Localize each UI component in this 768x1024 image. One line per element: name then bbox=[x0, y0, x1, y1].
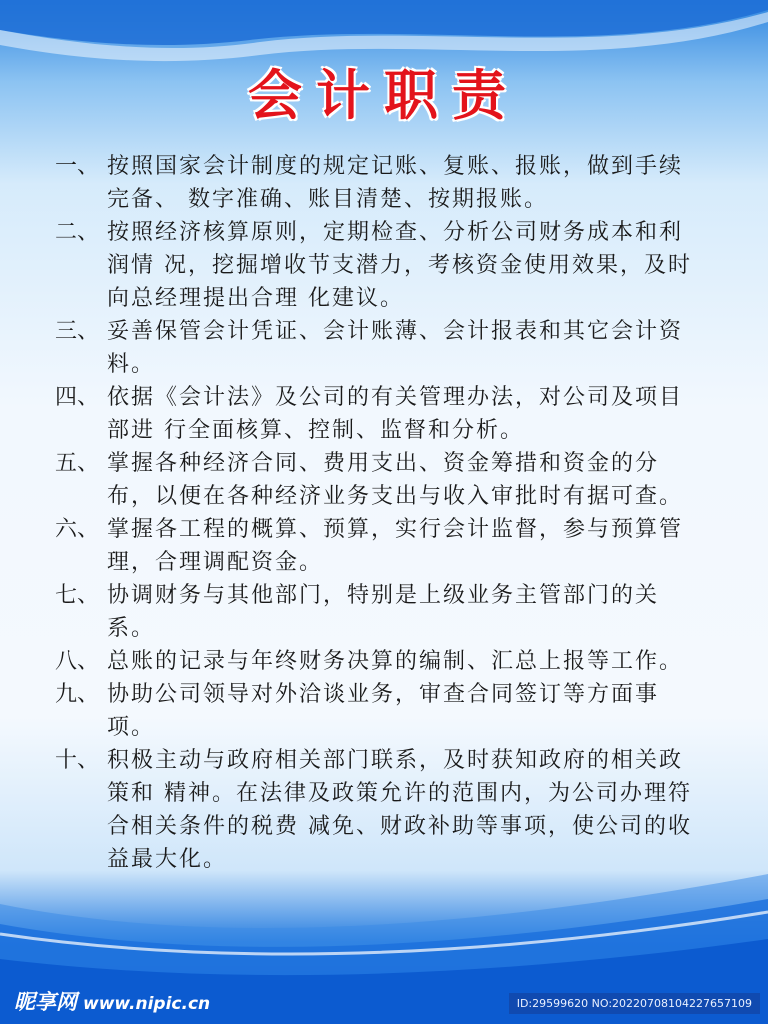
page-title: 会计职责 bbox=[248, 64, 520, 127]
duty-text bbox=[107, 381, 735, 447]
duty-line: 按照经济核算原则，定期检查、分析公司财务成本和利 bbox=[107, 220, 684, 245]
duty-number: 十、 bbox=[55, 748, 100, 773]
duty-item bbox=[55, 447, 735, 513]
duty-line: 协调财务与其他部门，特别是上级业务主管部门的关 bbox=[107, 583, 660, 608]
duty-item bbox=[55, 216, 735, 315]
duty-item bbox=[55, 315, 735, 381]
duty-line: 完备、 数字准确、账目清楚、按期报账。 bbox=[107, 187, 548, 212]
duty-number: 六、 bbox=[55, 517, 100, 542]
duty-item bbox=[55, 513, 735, 579]
duty-line: 向总经理提出合理 化建议。 bbox=[107, 286, 404, 311]
duty-text bbox=[107, 216, 735, 315]
duty-text bbox=[107, 678, 735, 744]
duty-text bbox=[107, 315, 735, 381]
duty-line: 系。 bbox=[107, 616, 156, 641]
duty-number: 八、 bbox=[55, 649, 100, 674]
duty-line: 按照国家会计制度的规定记账、复账、报账，做到手续 bbox=[107, 154, 684, 179]
duty-line: 策和 精神。在法律及政策允许的范围内，为公司办理符 bbox=[107, 781, 692, 806]
duty-number: 一、 bbox=[55, 154, 100, 179]
duty-line: 掌握各种经济合同、费用支出、资金筹措和资金的分 bbox=[107, 451, 660, 476]
duty-item bbox=[55, 645, 735, 678]
duty-line: 润情 况，挖掘增收节支潜力，考核资金使用效果，及时 bbox=[107, 253, 692, 278]
duty-line: 依据《会计法》及公司的有关管理办法，对公司及项目 bbox=[107, 385, 684, 410]
duty-number: 三、 bbox=[55, 319, 100, 344]
image-id: ID:29599620 NO:20220708104227657109 bbox=[509, 993, 760, 1014]
duty-number: 九、 bbox=[55, 682, 100, 707]
duty-line: 理，合理调配资金。 bbox=[107, 550, 324, 575]
duty-line: 合相关条件的税费 减免、财政补助等事项，使公司的收 bbox=[107, 814, 692, 839]
duty-line: 布，以便在各种经济业务支出与收入审批时有据可查。 bbox=[107, 484, 684, 509]
duty-text bbox=[107, 447, 735, 513]
duty-item bbox=[55, 678, 735, 744]
duty-text bbox=[107, 513, 735, 579]
duty-line: 部进 行全面核算、控制、监督和分析。 bbox=[107, 418, 524, 443]
logo-site: www.nipic.cn bbox=[83, 994, 211, 1014]
duty-item bbox=[55, 150, 735, 216]
duty-text bbox=[107, 579, 735, 645]
duty-number: 五、 bbox=[55, 451, 100, 476]
duty-item bbox=[55, 381, 735, 447]
duty-number: 四、 bbox=[55, 385, 100, 410]
duties-list bbox=[55, 150, 735, 876]
duty-line: 总账的记录与年终财务决算的编制、汇总上报等工作。 bbox=[107, 649, 684, 674]
duty-item bbox=[55, 744, 735, 876]
duty-text bbox=[107, 150, 735, 216]
duty-line: 料。 bbox=[107, 352, 156, 377]
duty-line: 妥善保管会计凭证、会计账薄、会计报表和其它会计资 bbox=[107, 319, 684, 344]
duty-line: 积极主动与政府相关部门联系，及时获知政府的相关政 bbox=[107, 748, 684, 773]
logo-text: 昵享网 bbox=[14, 990, 77, 1014]
duty-line: 益最大化。 bbox=[107, 847, 228, 872]
duty-line: 协助公司领导对外洽谈业务，审查合同签订等方面事 bbox=[107, 682, 660, 707]
duty-number: 二、 bbox=[55, 220, 100, 245]
duty-line: 项。 bbox=[107, 715, 156, 740]
duty-text bbox=[107, 744, 735, 876]
duty-item bbox=[55, 579, 735, 645]
duty-text bbox=[107, 645, 735, 678]
watermark-logo bbox=[14, 986, 210, 1016]
duty-number: 七、 bbox=[55, 583, 100, 608]
duty-line: 掌握各工程的概算、预算，实行会计监督，参与预算管 bbox=[107, 517, 684, 542]
